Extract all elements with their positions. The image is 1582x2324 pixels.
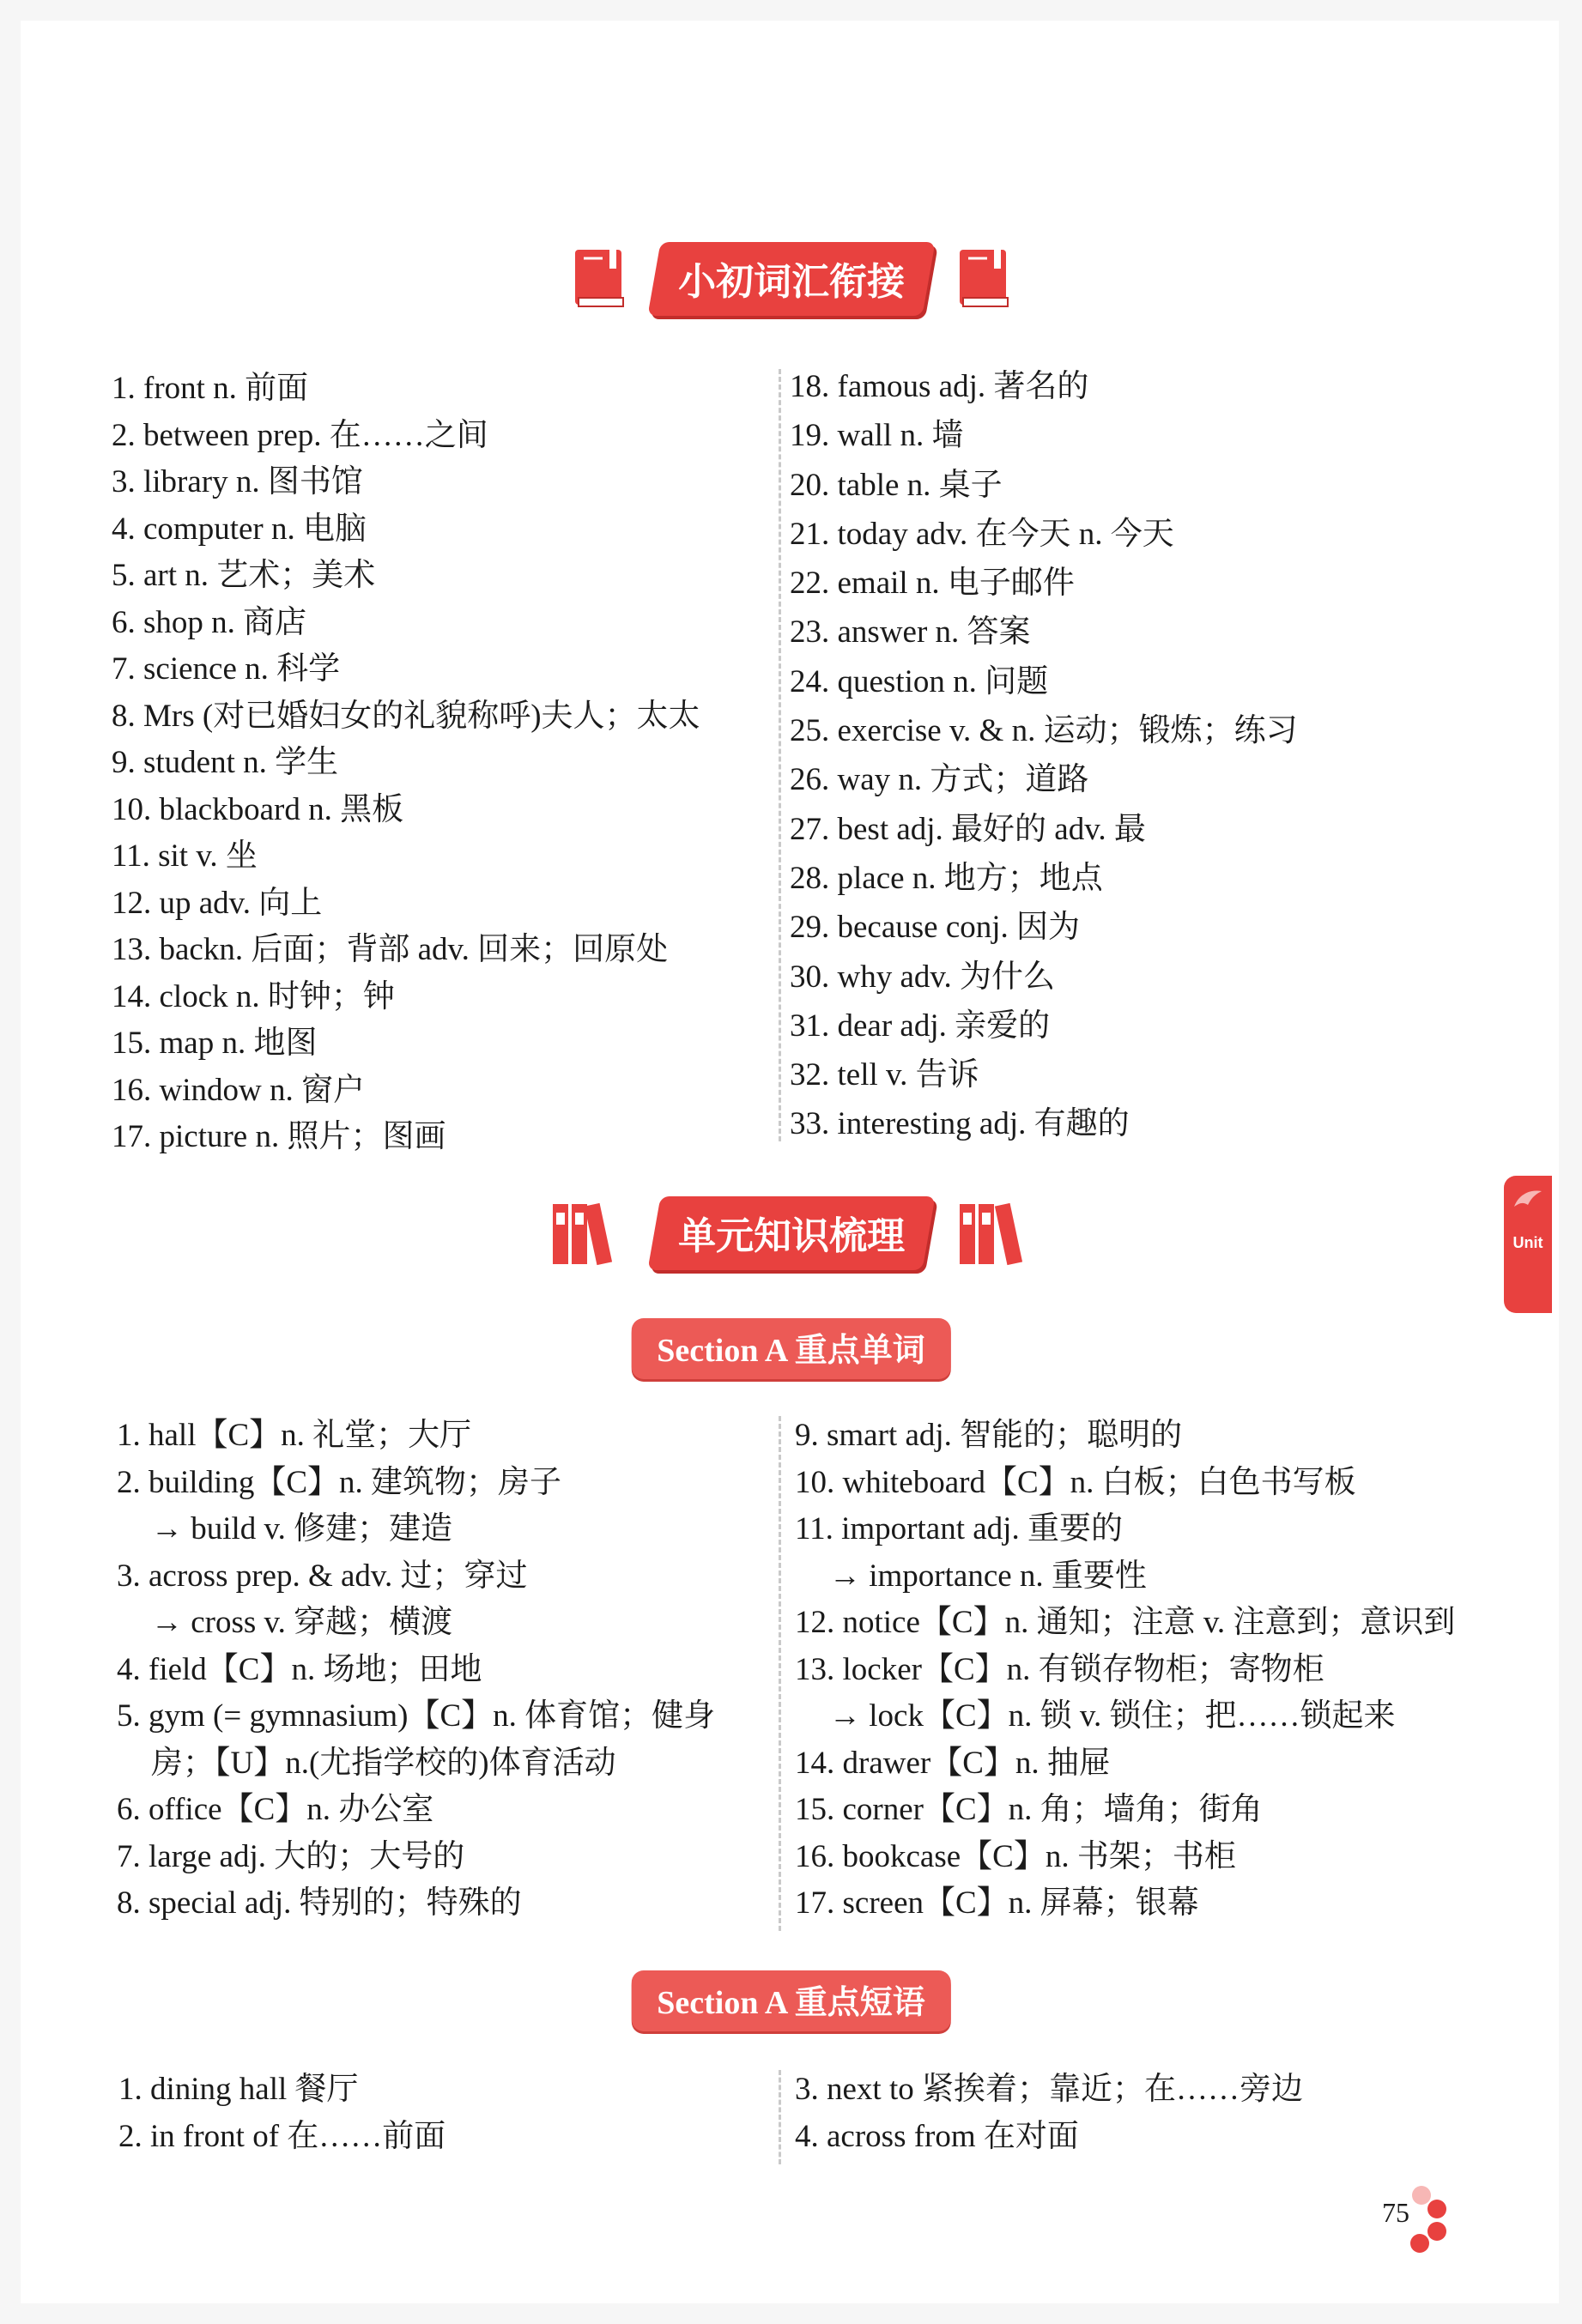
list-item: 12. up adv. 向上 <box>112 885 323 921</box>
list-item: → cross v. 穿越；横渡 <box>151 1605 453 1640</box>
list-item: 32. tell v. 告诉 <box>790 1057 979 1093</box>
knowledge-header-title: 单元知识梳理 <box>647 1196 935 1270</box>
list-item: 14. drawer【C】n. 抽屉 <box>795 1745 1111 1781</box>
wing-icon <box>1512 1188 1543 1212</box>
list-item: → importance n. 重要性 <box>829 1558 1147 1594</box>
vocab-list-left <box>112 366 700 1161</box>
list-item: 16. window n. 窗户 <box>112 1072 365 1108</box>
list-item: 9. smart adj. 智能的；聪明的 <box>795 1418 1183 1453</box>
list-item: 3. next to 紧挨着；靠近；在……旁边 <box>795 2072 1303 2107</box>
words-list-left <box>117 1413 715 1928</box>
section-a-words-label: Section A 重点单词 <box>631 1318 950 1379</box>
book-icon <box>572 246 627 312</box>
list-item: 1. hall【C】n. 礼堂；大厅 <box>117 1418 472 1453</box>
book-icon <box>956 246 1011 312</box>
phrases-list-left <box>118 2067 446 2160</box>
binder-icon <box>956 1199 1033 1268</box>
unit-side-tab <box>1504 1176 1552 1313</box>
list-item: 7. large adj. 大的；大号的 <box>117 1838 465 1874</box>
list-item: 21. today adv. 在今天 n. 今天 <box>790 516 1174 552</box>
list-item: 15. map n. 地图 <box>112 1026 318 1061</box>
list-item: → lock【C】n. 锁 v. 锁住；把……锁起来 <box>829 1698 1396 1734</box>
list-item: 10. blackboard n. 黑板 <box>112 791 404 827</box>
list-item: 3. across prep. & adv. 过；穿过 <box>117 1558 528 1594</box>
column-divider <box>779 2070 781 2164</box>
list-item: 28. place n. 地方；地点 <box>790 860 1103 896</box>
list-item: 8. Mrs (对已婚妇女的礼貌称呼)夫人；太太 <box>112 698 700 734</box>
list-item: 33. interesting adj. 有趣的 <box>790 1106 1130 1142</box>
list-item: 16. bookcase【C】n. 书架；书柜 <box>795 1838 1236 1874</box>
list-item: 房；【U】n.(尤指学校的)体育活动 <box>151 1745 616 1781</box>
vocab-header <box>0 242 1582 316</box>
phrases-list-right <box>795 2067 1303 2160</box>
list-item: 5. art n. 艺术；美术 <box>112 558 376 593</box>
list-item: 7. science n. 科学 <box>112 651 341 687</box>
list-item: 9. student n. 学生 <box>112 745 339 780</box>
list-item: 25. exercise v. & n. 运动；锻炼；练习 <box>790 713 1298 749</box>
list-item: 17. screen【C】n. 屏幕；银幕 <box>795 1885 1199 1921</box>
list-item: 14. clock n. 时钟；钟 <box>112 978 395 1014</box>
list-item: 15. corner【C】n. 角；墙角；街角 <box>795 1792 1263 1827</box>
list-item: 24. question n. 问题 <box>790 663 1049 699</box>
vocab-list-right <box>790 362 1298 1149</box>
list-item: 2. building【C】n. 建筑物；房子 <box>117 1464 562 1500</box>
list-item: 18. famous adj. 著名的 <box>790 369 1089 404</box>
words-list-right <box>795 1413 1455 1928</box>
binder-icon <box>549 1199 627 1268</box>
list-item: 31. dear adj. 亲爱的 <box>790 1008 1051 1044</box>
list-item: 5. gym (= gymnasium)【C】n. 体育馆；健身 <box>117 1698 716 1734</box>
list-item: 1. front n. 前面 <box>112 371 309 406</box>
list-item: 4. across from 在对面 <box>795 2118 1079 2154</box>
column-divider <box>779 1416 781 1931</box>
section-a-phrases-label: Section A 重点短语 <box>631 1970 950 2031</box>
list-item: 6. shop n. 商店 <box>112 604 307 640</box>
list-item: 17. picture n. 照片；图画 <box>112 1119 446 1154</box>
list-item: → build v. 修建；建造 <box>151 1511 453 1546</box>
list-item: 13. backn. 后面；背部 adv. 回来；回原处 <box>112 932 669 967</box>
list-item: 2. between prep. 在……之间 <box>112 417 488 453</box>
list-item: 27. best adj. 最好的 adv. 最 <box>790 811 1146 847</box>
list-item: 11. sit v. 坐 <box>112 838 258 874</box>
column-divider <box>779 369 781 1141</box>
hexagon-dots-decoration <box>1399 2180 1468 2274</box>
list-item: 2. in front of 在……前面 <box>118 2118 446 2154</box>
list-item: 1. dining hall 餐厅 <box>118 2072 359 2107</box>
unit-label: Unit <box>1512 1234 1543 1251</box>
list-item: 30. why adv. 为什么 <box>790 959 1055 995</box>
list-item: 12. notice【C】n. 通知；注意 v. 注意到；意识到 <box>795 1605 1456 1640</box>
list-item: 26. way n. 方式；道路 <box>790 762 1089 798</box>
list-item: 29. because conj. 因为 <box>790 910 1081 946</box>
list-item: 3. library n. 图书馆 <box>112 464 363 499</box>
list-item: 20. table n. 桌子 <box>790 467 1003 503</box>
list-item: 22. email n. 电子邮件 <box>790 566 1075 602</box>
list-item: 11. important adj. 重要的 <box>795 1511 1123 1546</box>
list-item: 4. field【C】n. 场地；田地 <box>117 1651 482 1687</box>
list-item: 23. answer n. 答案 <box>790 614 1031 651</box>
vocab-header-title: 小初词汇衔接 <box>647 242 935 316</box>
list-item: 4. computer n. 电脑 <box>112 511 367 547</box>
list-item: 19. wall n. 墙 <box>790 418 964 454</box>
list-item: 10. whiteboard【C】n. 白板；白色书写板 <box>795 1464 1356 1500</box>
list-item: 13. locker【C】n. 有锁存物柜；寄物柜 <box>795 1651 1324 1687</box>
page-number: 75 <box>1382 2197 1409 2228</box>
list-item: 6. office【C】n. 办公室 <box>117 1792 434 1827</box>
list-item: 8. special adj. 特别的；特殊的 <box>117 1885 522 1921</box>
knowledge-header <box>0 1196 1582 1270</box>
